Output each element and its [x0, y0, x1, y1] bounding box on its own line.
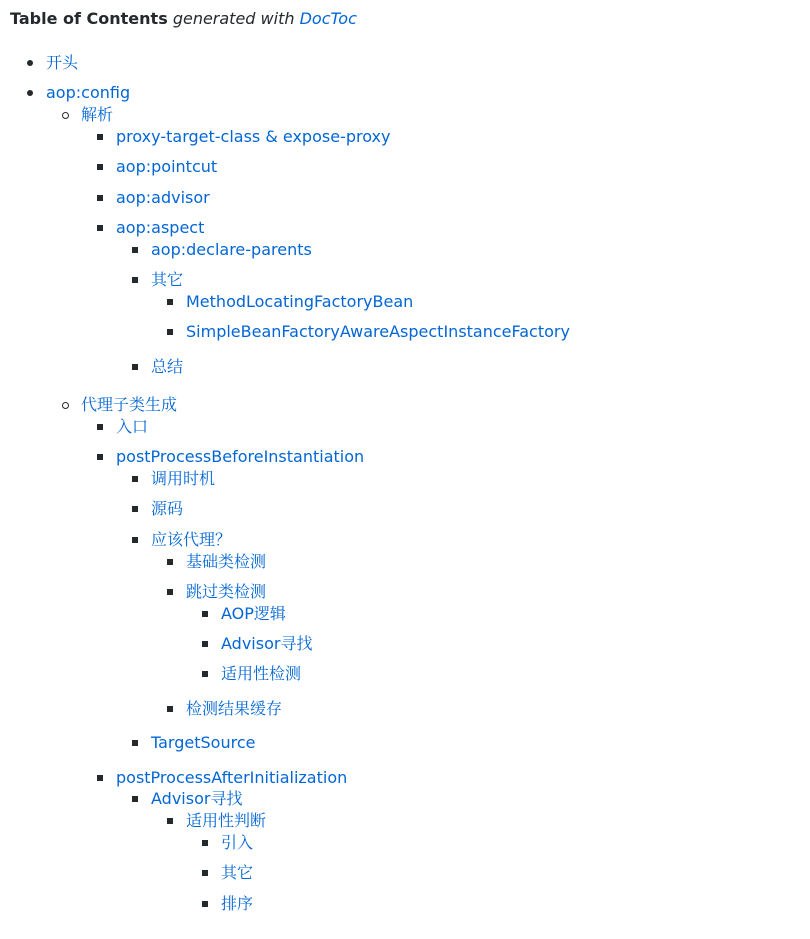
toc-link[interactable]: aop:aspect	[116, 217, 205, 237]
toc-link[interactable]: 源码	[151, 499, 184, 519]
toc-link[interactable]: postProcessAfterInitialization	[116, 767, 348, 787]
toc-sublist	[116, 784, 810, 927]
toc-sublist	[116, 464, 810, 758]
toc-item	[221, 888, 810, 918]
toc-link[interactable]: 解析	[81, 105, 114, 125]
toc-item	[116, 762, 810, 931]
toc-item	[151, 784, 810, 927]
toc-item	[151, 464, 810, 494]
toc-link[interactable]: aop:advisor	[116, 187, 210, 207]
toc-link[interactable]: 基础类检测	[186, 551, 267, 571]
square-bullet-icon	[97, 164, 103, 170]
toc-link[interactable]: Advisor寻找	[151, 789, 243, 809]
toc-link[interactable]: proxy-target-class & expose-proxy	[116, 127, 391, 147]
toc-link[interactable]: 跳过类检测	[186, 581, 267, 601]
toc-link[interactable]: MethodLocatingFactoryBean	[186, 291, 414, 311]
toc-title: Table of Contents	[10, 9, 168, 28]
square-bullet-icon	[97, 195, 103, 201]
toc-item	[46, 78, 810, 939]
square-bullet-icon	[97, 424, 103, 430]
toc-item	[221, 828, 810, 858]
toc-sublist	[151, 287, 810, 348]
toc-item	[116, 183, 810, 213]
toc-link[interactable]: AOP逻辑	[221, 603, 286, 623]
toc-header	[10, 8, 357, 30]
square-bullet-icon	[167, 559, 173, 565]
toc-item	[186, 317, 810, 347]
toc-sublist	[151, 546, 810, 723]
toc-item	[151, 494, 810, 524]
toc-sublist	[81, 122, 810, 386]
toc-link[interactable]: 总结	[151, 356, 184, 376]
toc-item	[151, 525, 810, 728]
toc-item	[116, 442, 810, 762]
square-bullet-icon	[202, 840, 208, 846]
toc-link[interactable]: 引入	[221, 833, 254, 853]
toc-sublist	[151, 806, 810, 923]
toc-link[interactable]: 其它	[221, 863, 254, 883]
toc-link[interactable]: 适用性判断	[186, 811, 267, 831]
circle-bullet-icon	[62, 112, 69, 119]
toc-sublist	[0, 48, 810, 939]
toc-link[interactable]: aop:declare-parents	[151, 239, 312, 259]
disc-bullet-icon	[27, 60, 33, 66]
toc-link[interactable]: aop:pointcut	[116, 157, 218, 177]
square-bullet-icon	[202, 641, 208, 647]
square-bullet-icon	[97, 454, 103, 460]
square-bullet-icon	[132, 364, 138, 370]
toc-item	[151, 351, 810, 381]
toc-item	[186, 287, 810, 317]
toc-item	[221, 599, 810, 629]
toc-item	[46, 48, 810, 78]
toc-item	[186, 546, 810, 576]
toc-link[interactable]: 排序	[221, 893, 254, 913]
circle-bullet-icon	[62, 402, 69, 409]
square-bullet-icon	[132, 506, 138, 512]
toc-item	[116, 122, 810, 152]
toc-item	[221, 858, 810, 888]
toc-link[interactable]: 代理子类生成	[81, 395, 178, 415]
toc-sublist	[46, 100, 810, 935]
toc-item	[151, 235, 810, 265]
square-bullet-icon	[132, 796, 138, 802]
toc-link[interactable]: 开头	[46, 53, 79, 73]
generated-with-text: generated with	[172, 9, 295, 28]
toc-item	[186, 694, 810, 724]
toc-link[interactable]: Advisor寻找	[221, 633, 313, 653]
toc-link[interactable]: postProcessBeforeInstantiation	[116, 447, 365, 467]
toc-item	[186, 577, 810, 694]
toc-item	[116, 213, 810, 386]
toc-sublist	[81, 412, 810, 931]
toc-link[interactable]: 调用时机	[151, 469, 216, 489]
toc-item	[221, 659, 810, 689]
toc-item	[116, 412, 810, 442]
toc-link[interactable]: 适用性检测	[221, 664, 302, 684]
toc-item	[81, 100, 810, 390]
square-bullet-icon	[202, 870, 208, 876]
toc-item	[186, 806, 810, 923]
square-bullet-icon	[167, 706, 173, 712]
square-bullet-icon	[97, 775, 103, 781]
toc-item	[221, 629, 810, 659]
toc-list	[0, 48, 810, 939]
toc-sublist	[116, 235, 810, 382]
toc-item	[81, 390, 810, 935]
toc-item	[151, 728, 810, 758]
toc-link[interactable]: 检测结果缓存	[186, 698, 283, 718]
toc-link[interactable]: aop:config	[46, 83, 131, 103]
square-bullet-icon	[132, 476, 138, 482]
toc-item	[116, 152, 810, 182]
square-bullet-icon	[167, 818, 173, 824]
toc-link[interactable]: 入口	[116, 417, 149, 437]
square-bullet-icon	[132, 277, 138, 283]
toc-link[interactable]: TargetSource	[151, 733, 256, 753]
square-bullet-icon	[97, 134, 103, 140]
square-bullet-icon	[132, 740, 138, 746]
toc-link[interactable]: 其它	[151, 270, 184, 290]
square-bullet-icon	[167, 329, 173, 335]
square-bullet-icon	[202, 901, 208, 907]
toc-sublist	[186, 599, 810, 690]
square-bullet-icon	[202, 671, 208, 677]
toc-sublist	[186, 828, 810, 919]
square-bullet-icon	[167, 299, 173, 305]
disc-bullet-icon	[27, 90, 33, 96]
square-bullet-icon	[167, 589, 173, 595]
toc-link[interactable]: 应该代理？	[151, 529, 232, 549]
toc-item	[151, 265, 810, 352]
square-bullet-icon	[202, 611, 208, 617]
square-bullet-icon	[132, 537, 138, 543]
toc-link[interactable]: SimpleBeanFactoryAwareAspectInstanceFactory	[186, 322, 570, 342]
square-bullet-icon	[97, 225, 103, 231]
square-bullet-icon	[132, 247, 138, 253]
doctoc-link[interactable]: DocToc	[299, 9, 357, 28]
